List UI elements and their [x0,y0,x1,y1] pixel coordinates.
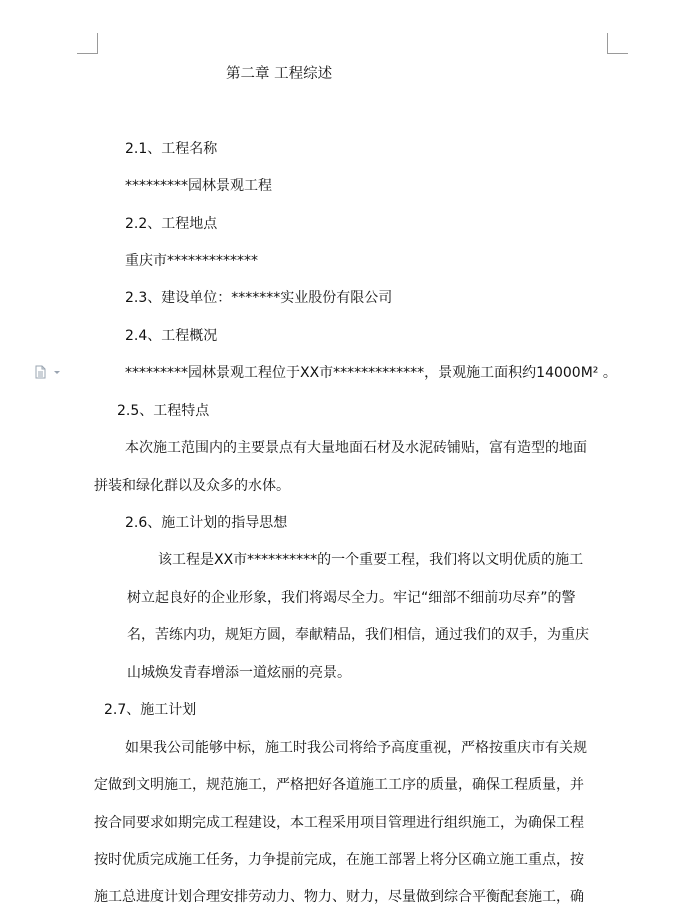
body-text-line: 按时优质完成施工任务，力争提前完成，在施工部署上将分区确立施工重点，按 [94,852,584,868]
body-text-line: 名，苦练内功，规矩方圆，奉献精品，我们相信，通过我们的双手，为重庆 [127,627,589,643]
body-text-line: *********园林景观工程 [125,178,272,194]
body-text-line: 山城焕发青春增添一道炫丽的亮景。 [127,665,351,681]
margin-corner-top-right [607,33,628,54]
margin-corner-top-left [77,33,98,54]
body-text-line: 本次施工范围内的主要景点有大量地面石材及水泥砖铺贴，富有造型的地面 [125,440,587,456]
section-heading: 2.1、工程名称 [125,141,218,157]
body-text-line: 施工总进度计划合理安排劳动力、物力、财力，尽量做到综合平衡配套施工，确 [94,889,584,905]
section-heading: 2.5、工程特点 [117,403,210,419]
body-text-line: 拼装和绿化群以及众多的水体。 [94,478,290,494]
section-heading: 2.3、建设单位：*******实业股份有限公司 [125,290,393,306]
body-text-line: *********园林景观工程位于XX市*************，景观施工面积约14000M² 。 [125,365,617,381]
body-text-line: 如果我公司能够中标，施工时我公司将给予高度重视，严格按重庆市有关规 [125,740,587,756]
section-heading: 2.6、施工计划的指导思想 [125,515,288,531]
section-heading: 2.2、工程地点 [125,216,218,232]
body-text-line: 按合同要求如期完成工程建设，本工程采用项目管理进行组织施工，为确保工程 [94,815,584,831]
body-text-line: 该工程是XX市**********的一个重要工程，我们将以文明优质的施工 [158,552,584,568]
body-text-line: 定做到文明施工，规范施工，严格把好各道施工工序的质量，确保工程质量，并 [94,777,584,793]
section-heading: 2.4、工程概况 [125,328,218,344]
section-heading: 2.7、施工计划 [104,702,197,718]
body-text-line: 重庆市************* [125,253,258,269]
chapter-title: 第二章 工程综述 [226,66,333,82]
body-text-line: 树立起良好的企业形象，我们将竭尽全力。牢记“细部不细前功尽弃”的警 [127,590,576,606]
document-dropdown-icon[interactable] [35,364,63,378]
